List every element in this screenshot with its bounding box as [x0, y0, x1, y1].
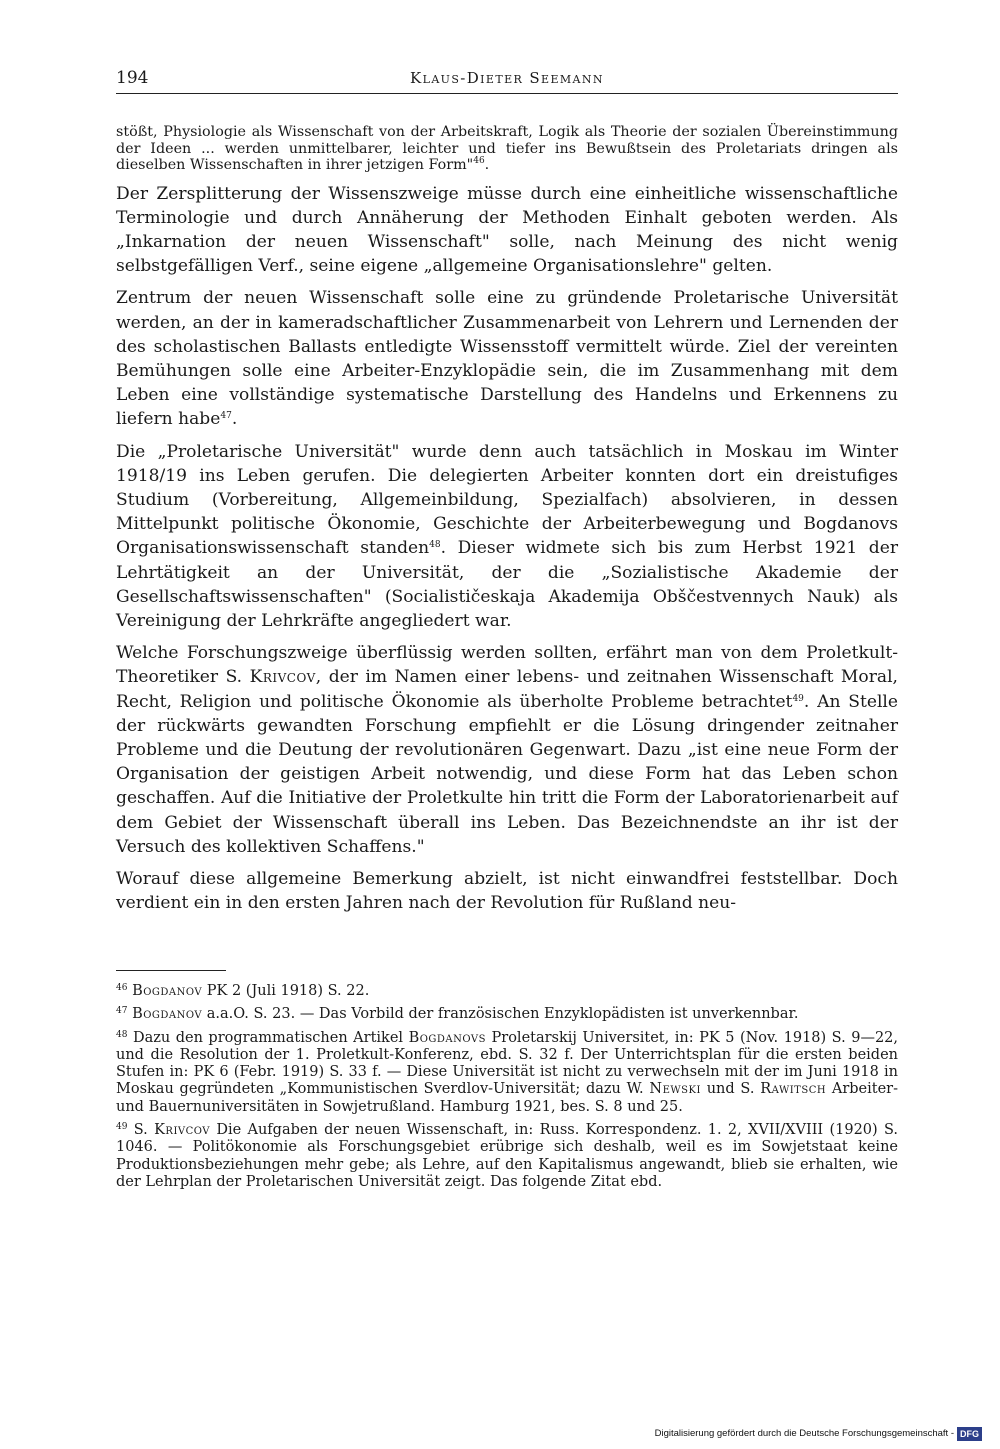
- paragraph: Zentrum der neuen Wissenschaft solle eine zu gründende Proletarische Universität werden, an der in kameradschaftlicher Zusammenarbeit von Lehrern und Lernenden der des scholastischen Ballasts entledigte Wissensstoff vermittelt würde. Ziel der vereinten Bemühungen solle eine Arbeiter-Enzyklopädie sein, die im Zusammenhang mit dem Leben eine vollständige systematische Darstellung des Handelns und Erkennens zu liefern habe$^{47}$.: [116, 288, 898, 430]
- running-head: Klaus-Dieter Seemann: [410, 69, 604, 87]
- author-name: Bogdanov: [132, 1006, 203, 1023]
- footnote-ref-49: 49: [792, 693, 804, 704]
- credit-text: Digitalisierung gefördert durch die Deutsche Forschungsgemeinschaft -: [654, 1427, 954, 1439]
- author-name: Krivcov: [154, 1122, 211, 1139]
- page-number: 194: [116, 68, 149, 88]
- dfg-logo: DFG: [957, 1427, 982, 1441]
- footnote-47: $^{47}$ Bogdanov a.a.O. S. 23. — Das Vorbild der französischen Enzyklopädisten ist unverkennbar.: [116, 1006, 799, 1023]
- author-name: Bogdanovs: [408, 1029, 486, 1046]
- body-text: [116, 124, 898, 915]
- footnotes: [116, 983, 898, 1197]
- paragraph: Die „Proletarische Universität" wurde denn auch tatsächlich in Moskau im Winter 1918/19 ins Leben gerufen. Die delegierten Arbeiter konnten dort ein dreistufiges Studium (Vorbereitung, Allgemeinbildung, Spezialfach) absolvieren, in dessen Mittelpunkt politische Ökonomie, Geschichte der Arbeiterbewegung und Bogdanovs Organisationswissenschaft standen$^{48}$. Dieser widmete sich bis zum Herbst 1921 der Lehrtätigkeit an der Universität, der die „Sozialistische Akademie der Gesellschaftswissenschaften" (Socialističeskaja Akademija Obščestvennych Nauk) als Vereinigung der Lehrkräfte angegliedert war.: [116, 441, 898, 631]
- author-name: Rawitsch: [760, 1081, 827, 1098]
- author-name: Krivcov: [249, 667, 316, 688]
- paragraph: Welche Forschungszweige überflüssig werden sollten, erfährt man von dem Proletkult-Theoretiker S. Krivcov, der im Namen einer lebens- und zeitnahen Wissenschaft Moral, Recht, Religion und politische Ökonomie als überholte Probleme betrachtet$^{49}$. An Stelle der rückwärts gewandten Forschung empfiehlt er die Lösung dringender zeitnaher Probleme und die Deutung der revolutionären Gegenwart. Dazu „ist eine neue Form der Organisation der geistigen Arbeit notwendig, und diese Form hat das Leben schon geschaffen. Auf die Initiative der Proletkulte hin tritt die Form der Laboratorienarbeit auf dem Gebiet der Wissenschaft überall ins Leben. Das Bezeichnendste an ihr ist der Versuch des kollektiven Schaffens.": [116, 643, 898, 857]
- footnote-rule: [116, 970, 226, 971]
- footnote-46: $^{46}$ Bogdanov PK 2 (Juli 1918) S. 22.: [116, 983, 370, 999]
- paragraph-quote-end: stößt, Physiologie als Wissenschaft von der Arbeitskraft, Logik als Theorie der sozialen Übereinstimmung der Ideen ... werden unmittelbarer, leichter und tiefer ins Bewußtsein des Proletariats dringen als dieselben Wissenschaften in ihrer jetzigen Form"$^{46}$.: [116, 124, 898, 173]
- footnote-ref-48: 48: [429, 540, 441, 551]
- page-header: [116, 68, 898, 92]
- author-name: Bogdanov: [132, 983, 203, 999]
- author-name: Newski: [649, 1081, 701, 1098]
- footnote-49: $^{49}$ S. Krivcov Die Aufgaben der neuen Wissenschaft, in: Russ. Korrespondenz. 1. 2, XVII/XVIII (1920) S. 1046. — Politökonomie als Forschungsgebiet erübrige sich deshalb, weil es im Sowjetstaat keine Produktionsbeziehungen mehr gebe; als Lehre, auf den Kapitalismus angewandt, blieb sie erhalten, wie der Lehrplan der Proletarischen Universität zeigt. Das folgende Zitat ebd.: [116, 1122, 899, 1190]
- header-rule: [116, 93, 898, 94]
- paragraph: Der Zersplitterung der Wissenszweige müsse durch eine einheitliche wissenschaftliche Terminologie und durch Annäherung der Methoden Einhalt geboten werden. Als „Inkarnation der neuen Wissenschaft" solle, nach Meinung des nicht wenig selbstgefälligen Verf., seine eigene „allgemeine Organisationslehre" gelten.: [116, 183, 898, 277]
- digitization-credit: [655, 1427, 982, 1443]
- footnote-48: $^{48}$ Dazu den programmatischen Artikel Bogdanovs Proletarskij Universitet, in: PK 5 (Nov. 1918) S. 9—22, und die Resolution der 1. Proletkult-Konferenz, ebd. S. 32 f. Der Unterrichtsplan für die ersten beiden Stufen in: PK 6 (Febr. 1919) S. 33 f. — Diese Universität ist nicht zu verwechseln mit der im Juni 1918 in Moskau gegründeten „Kommunistischen Sverdlov-Universität; dazu W. Newski und S. Rawitsch Arbeiter- und Bauernuniversitäten in Sowjetrußland. Hamburg 1921, bes. S. 8 und 25.: [116, 1029, 899, 1115]
- footnote-ref-47: 47: [220, 411, 232, 422]
- footnote-ref-46: 46: [473, 156, 485, 166]
- paragraph: Worauf diese allgemeine Bemerkung abzielt, ist nicht einwandfrei feststellbar. Doch verdient ein in den ersten Jahren nach der Revolution für Rußland neu-: [116, 868, 898, 914]
